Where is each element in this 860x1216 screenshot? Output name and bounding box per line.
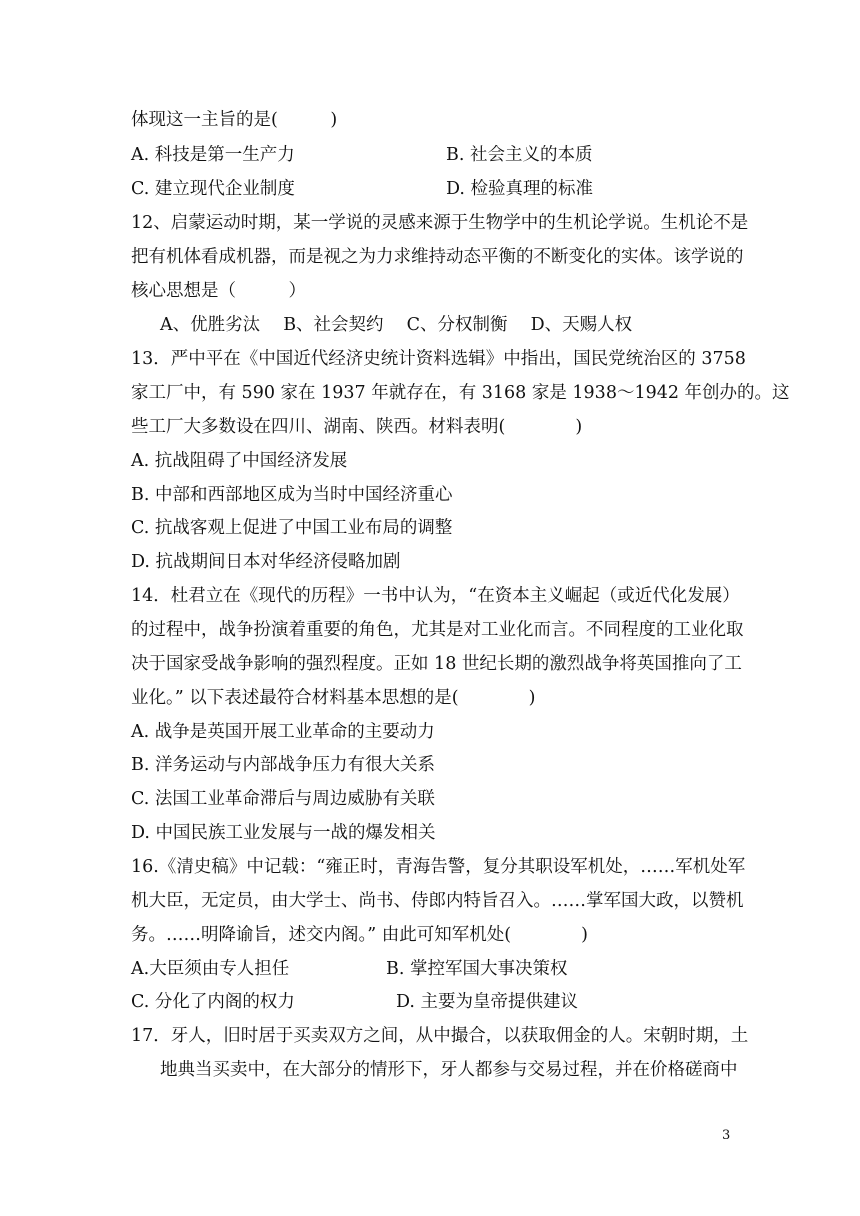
q13-option-c: C. 抗战客观上促进了中国工业布局的调整 — [131, 518, 453, 538]
q11-option-b: B. 社会主义的本质 — [446, 145, 593, 165]
q14-stem-line-4: 业化。” 以下表述最符合材料基本思想的是( ) — [131, 688, 536, 708]
q14-option-b: B. 洋务运动与内部战争压力有很大关系 — [131, 755, 435, 775]
q17-stem-line-2: 地典当买卖中，在大部分的情形下，牙人都参与交易过程，并在价格磋商中 — [160, 1060, 738, 1080]
q12-stem-line-2: 把有机体看成机器，而是视之为力求维持动态平衡的不断变化的实体。该学说的 — [131, 247, 744, 267]
q16-stem-line-2: 机大臣，无定员，由大学士、尚书、侍郎内特旨召入。……掌军国大政，以赞机 — [131, 891, 744, 911]
q17-stem-line-1: 17．牙人，旧时居于买卖双方之间，从中撮合，以获取佣金的人。宋朝时期，土 — [131, 1026, 749, 1046]
q12-options: A、优胜劣汰 B、社会契约 C、分权制衡 D、天赐人权 — [160, 315, 633, 335]
q16-option-d: D. 主要为皇帝提供建议 — [396, 992, 579, 1012]
q16-option-c: C. 分化了内阁的权力 — [131, 992, 295, 1012]
q13-option-b: B. 中部和西部地区成为当时中国经济重心 — [131, 485, 453, 505]
q16-option-b: B. 掌控军国大事决策权 — [386, 959, 568, 979]
q14-option-a: A. 战争是英国开展工业革命的主要动力 — [131, 722, 435, 742]
q14-stem-line-1: 14．杜君立在《现代的历程》一书中认为，“在资本主义崛起（或近代化发展） — [131, 586, 740, 606]
q16-option-a: A.大臣须由专人担任 — [131, 959, 290, 979]
q13-stem-line-1: 13．严中平在《中国近代经济史统计资料选辑》中指出，国民党统治区的 3758 — [131, 349, 746, 369]
q11-option-d: D. 检验真理的标准 — [446, 179, 594, 199]
q13-stem-line-2: 家工厂中，有 590 家在 1937 年就存在，有 3168 家是 1938～1942 年创办的。这 — [131, 383, 790, 403]
q14-stem-line-2: 的过程中，战争扮演着重要的角色，尤其是对工业化而言。不同程度的工业化取 — [131, 620, 744, 640]
q12-stem-line-1: 12、启蒙运动时期，某一学说的灵感来源于生物学中的生机论学说。生机论不是 — [131, 213, 749, 233]
page-number: 3 — [722, 1128, 731, 1143]
q12-stem-line-3: 核心思想是（ ） — [131, 281, 306, 301]
q11-option-a: A. 科技是第一生产力 — [131, 145, 295, 165]
q13-option-d: D. 抗战期间日本对华经济侵略加剧 — [131, 552, 401, 572]
q13-option-a: A. 抗战阻碍了中国经济发展 — [131, 451, 348, 471]
q16-stem-line-3: 务。……明降谕旨，述交内阁。” 由此可知军机处( ) — [131, 925, 588, 945]
q14-option-d: D. 中国民族工业发展与一战的爆发相关 — [131, 823, 436, 843]
q14-option-c: C. 法国工业革命滞后与周边威胁有关联 — [131, 789, 435, 809]
q13-stem-line-3: 些工厂大多数设在四川、湖南、陕西。材料表明( ) — [131, 417, 583, 437]
q16-stem-line-1: 16.《清史稿》中记载：“雍正时，青海告警，复分其职设军机处，……军机处军 — [131, 857, 746, 877]
q14-stem-line-3: 决于国家受战争影响的强烈程度。正如 18 世纪长期的激烈战争将英国推向了工 — [131, 654, 742, 674]
q11-stem-line: 体现这一主旨的是( ) — [131, 110, 338, 130]
q11-option-c: C. 建立现代企业制度 — [131, 179, 295, 199]
